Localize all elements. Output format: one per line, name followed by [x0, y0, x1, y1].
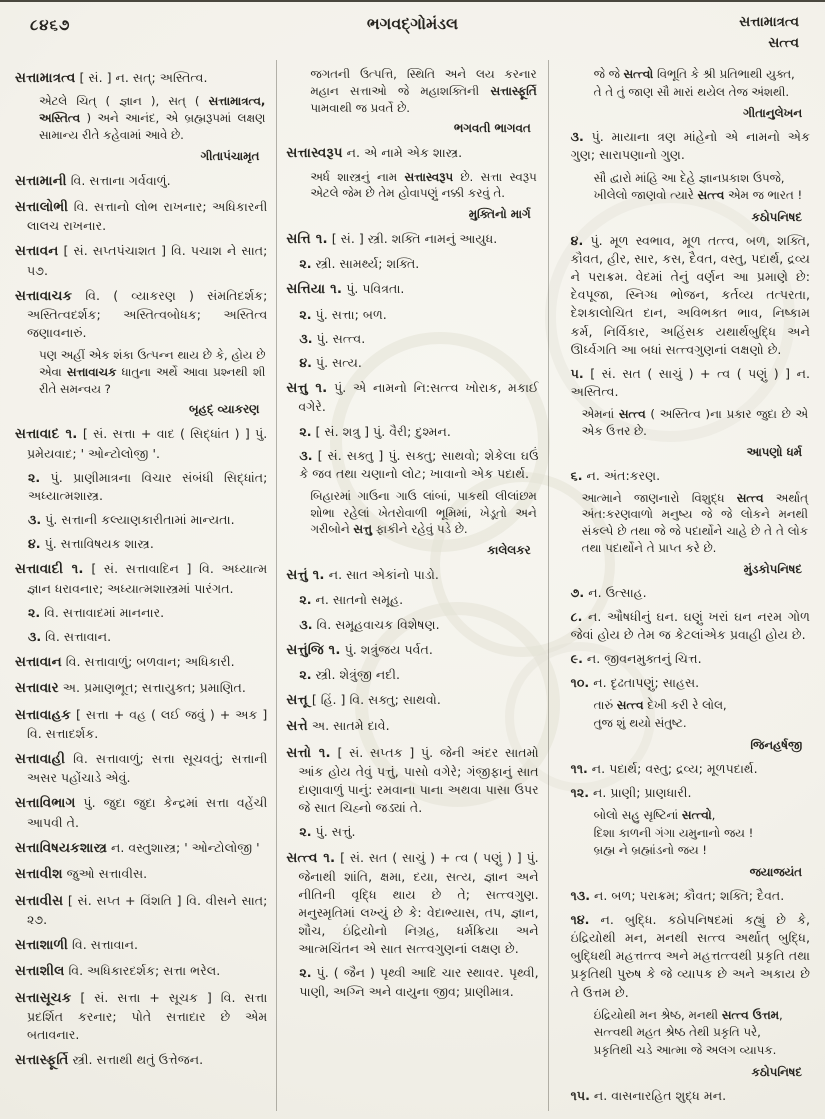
headword: સત્તાશાળી	[15, 937, 69, 953]
sense-number: ૮.	[570, 608, 583, 624]
verse-quotation: બોલો સહુ સૃષ્ટિનાં સત્ત્વો, દિશા કાળની ગંગા યમુનાનો જય ! બ્રહ્મ ને બ્રહ્માંડનો જય !	[593, 807, 754, 858]
headword: સત્તિયા ૧.	[286, 282, 343, 298]
dictionary-column-1	[6, 60, 276, 1111]
sense-number: ૫.	[570, 365, 584, 381]
headword: સત્તાવીસ	[15, 893, 64, 909]
headword: સત્તાવાહક	[15, 707, 71, 723]
sense-item: ૩. [ સં. સક્તુ ] પું. સક્તુ; સાથવો; શેકેલા ઘઉં કે જવ તથા ચણાનો લોટ; ખાવાનો એક પદાર્થ.	[299, 447, 539, 481]
headword: સત્તું ૧.	[286, 568, 325, 584]
sense-item: ૧૪. ન. બુદ્ધિ. કઠોપનિષદમાં કહ્યું છે કે, ઇંદ્રિયોથી મન, મનથી સત્ત્વ અર્થાત્ બુદ્ધિ, બુદ્ધિથી મહત્તત્ત્વ અને મહત્તત્ત્વથી પ્રકૃતિ તથા પ્રકૃતિથી પુરુષ કે જે વ્યાપક છે અને અકાય છે તે ઉત્તમ છે.	[570, 912, 810, 1000]
page-body	[0, 58, 825, 1119]
dictionary-entry: સત્તાશીલ વિ. અધિકારદર્શક; સત્તા ભરેલ.	[15, 963, 221, 980]
headword: સત્તુ ૧.	[286, 381, 328, 397]
headword: સત્તે	[286, 719, 308, 735]
sense-number: ૭.	[570, 584, 585, 600]
dictionary-entry: સત્તાવિભાગ પું. જુદા જુદા કેન્દ્રમાં સત્તા વહેંચી આપવી તે.	[15, 795, 268, 830]
citation-source: જયાજયંત	[749, 864, 802, 879]
sense-item: ૩. પું. સત્ત્વ.	[299, 330, 366, 346]
quotation: આત્માને જાણનારો વિશુદ્ધ સત્ત્વ અર્થાત્ અંત:કરણવાળો મનુષ્ય જે જે લોકને મનથી સંકલ્પે છે તથા જે જે પદાર્થોને ચાહે છે તે તે લોક તથા પદાર્થોને તે પ્રાપ્ત કરે છે.	[581, 490, 808, 555]
citation-source: ગીતાપંચામૃત	[200, 148, 260, 163]
sense-number: ૨.	[299, 423, 312, 439]
sense-item: ૩. વિ. સમૂહવાચક વિશેષણ.	[299, 616, 440, 632]
dictionary-entry: સત્તાવાહક [ સત્તા + વહ ( લઈ જવું ) + અક ] વિ. સત્તાદર્શક.	[15, 706, 268, 741]
dictionary-entry: સત્તાસૂચક [ સં. સત્તા + સૂચક ] વિ. સત્તા પ્રદર્શિત કરનાર; પોતે સત્તાદાર છે એમ બતાવનાર.	[15, 989, 268, 1042]
sense-item: ૨. પું. સત્તું.	[299, 824, 356, 840]
headword: સત્તાવિષયકશાસ્ત્ર	[15, 840, 108, 856]
headword: સત્તાવિભાગ	[15, 796, 76, 812]
sense-item: ૯. ન. જીવનમુક્તનું ચિત્ત.	[570, 651, 702, 667]
quotation: અર્ધ શાસ્ત્રનું નામ સત્તાસ્વરૂપ છે. સત્તા સ્વરૂપ એટલે જેમ છે તેમ હોવાપણું નક્કી કરવું તે.	[310, 169, 537, 201]
sense-item: ૪. પું. મૂળ સ્વભાવ, મૂળ તત્ત્વ, બળ, શક્તિ, કૌવત, હીર, સાર, કસ, દૈવત, વસ્તુ, પદાર્થ, દ્રવ્ય ને પરાક્રમ. વેદમાં તેનું વર્ણન આ પ્રમાણે છે: દેવપૂજા, સ્નિગ્ધ ભોજન, કર્તવ્ય તત્પરતા, દેશકાલોચિત દાન, અવિભક્ત ભાવ, નિષ્કામ કર્મ, નિર્વિકાર, અહિંસક યથાર્થબુદ્ધિ અને ઊર્ધ્વગતિ આ બધાં સત્ત્વગુણનાં લક્ષણો છે.	[570, 232, 810, 357]
sense-number: ૩.	[299, 447, 313, 463]
sense-number: ૯.	[570, 651, 583, 667]
dictionary-entry: સત્તુ ૧. પું. એ નામનો નિ:સત્ત્વ ખોરાક, મકાઈ વગેરે.	[286, 380, 539, 415]
dictionary-entry: સત્તો ૧. [ સં. સપ્તક ] પું. જેની અંદર સાતમો આંક હોય તેવું પત્તું, પાસો વગેરે; ગંજીફાનું સાત દાણાવાળું પાનું: રમવાના પાના અથવા પાસા ઉપર જે સાત ચિહ્નો જડ્યાં તે.	[286, 744, 539, 816]
citation-source: મુંડકોપનિષદ	[743, 561, 802, 576]
quotation: પણ અહીં એક શંકા ઉત્પન્ન થાય છે કે, હોય છે એવા સત્તાવાચક ધાતુના અર્થે આવા પ્રશ્નથી શી રીતે સમન્વય ?	[39, 348, 266, 396]
headword: સત્તાલોભી	[15, 199, 69, 215]
book-title: ભગવદ્ગોમંડલ	[366, 14, 459, 33]
sense-item: ૨. પું. ( જૈન ) પૃથ્વી આદિ ચાર સ્થાવર. પૃથ્વી, પાણી, અગ્નિ અને વાયુના જીવ; પ્રાણીમાત્ર.	[299, 965, 539, 999]
sense-item: ૨. પું. સત્તા; બળ.	[299, 306, 387, 322]
headword: સત્તાવાદી ૧.	[15, 562, 84, 578]
page-header	[0, 2, 825, 58]
headword: સત્ત્વ ૧.	[286, 850, 336, 866]
page-number: ૮૪૬૭	[30, 16, 71, 34]
sense-number: ૧૧.	[570, 760, 588, 776]
dictionary-entry: સત્તાવાર અ. પ્રમાણભૂત; સત્તાયુક્ત; પ્રમાણિત.	[15, 680, 246, 697]
quotation: એમનાં સત્ત્વ ( અસ્તિત્વ )ના પ્રકાર જુદા છે એ એક ઉત્તર છે.	[581, 407, 808, 438]
headword: સત્તૂ	[286, 693, 308, 709]
sense-item: ૩. વિ. સત્તાવાન.	[28, 628, 112, 644]
citation-source: કઠોપનિષદ	[751, 1064, 802, 1079]
sense-number: ૨.	[299, 824, 312, 840]
sense-item: ૮. ન. ઔષધીનું ઘન. ઘણું ખરાં ઘન નરમ ગોળ જેવાં હોય છે તેમ જ કેટલાંએક પ્રવાહી હોય છે.	[570, 608, 810, 642]
citation-source: કઠોપનિષદ	[751, 209, 802, 224]
sense-number: ૨.	[299, 965, 312, 981]
sense-item: ૧૧. ન. પદાર્થ; વસ્તુ; દ્રવ્ય; મૂળપદાર્થ.	[570, 760, 758, 776]
sense-item: ૨. [ સં. શત્રુ ] પું. વૈરી; દુશ્મન.	[299, 423, 451, 439]
sense-item: ૫. [ સં. સત ( સાચું ) + ત્વ ( પણું ) ] ન. અસ્તિત્વ.	[570, 365, 810, 399]
sense-number: ૧૩.	[570, 887, 590, 903]
headword: સત્તાવીશ	[15, 867, 63, 883]
headword: સત્તાસ્વરૂપ	[286, 146, 343, 162]
sense-number: ૩.	[299, 616, 313, 632]
sense-item: ૪. પું. સત્ય.	[299, 354, 362, 370]
sense-item: ૨. સ્ત્રી. શેત્રુંજી નદી.	[299, 666, 400, 682]
sense-item: ૩. પું. માયાના ત્રણ માંહેનો એ નામનો એક ગુણ; સારાપણાનો ગુણ.	[570, 129, 810, 163]
citation-source: મુક્તિનો માર્ગ	[468, 207, 531, 222]
dictionary-entry: સત્તાવાહી વિ. સત્તાવાળું; સત્તા સૂચવતું; સત્તાની અસર પહોંચાડે એવું.	[15, 751, 268, 786]
citation-source: કાલેલકર	[487, 543, 531, 558]
citation-source: ભગવતી ભાગવત	[453, 121, 531, 136]
sense-item: ૧૨. ન. પ્રાણી; પ્રાણધારી.	[570, 784, 692, 800]
headword: સત્તાશીલ	[15, 964, 65, 980]
sense-number: ૩.	[28, 512, 42, 528]
sense-number: ૩.	[299, 330, 313, 346]
sense-number: ૧૦.	[570, 675, 590, 691]
headword: સત્તિ ૧.	[286, 232, 328, 248]
sense-number: ૩.	[570, 129, 584, 145]
sense-number: ૧૫.	[570, 1087, 590, 1103]
sense-number: ૪.	[570, 232, 584, 248]
sense-number: ૨.	[299, 256, 312, 272]
dictionary-entry: સત્તાવાદી ૧. [ સં. સત્તાવાદિન ] વિ. અધ્યાત્મ જ્ઞાન ધરાવનાર; અધ્યાત્મશાસ્ત્રમાં પારંગત.	[15, 561, 268, 596]
sense-number: ૪.	[28, 536, 41, 552]
sense-number: ૬.	[570, 467, 583, 483]
dictionary-entry: સત્તિયા ૧. પું. પવિત્રતા.	[286, 281, 405, 298]
citation-source: બૃહદ્ વ્યાકરણ	[188, 402, 260, 417]
headword: સત્તાવાન	[15, 655, 62, 671]
sense-item: ૩. પું. સત્તાની કલ્યાણકારીતામાં માન્યતા.	[28, 512, 235, 528]
sense-number: ૩.	[28, 628, 42, 644]
guide-word-first: સત્તામાત્રત્વ	[739, 14, 799, 30]
dictionary-entry: સત્તાવાન વિ. સત્તાવાળું; બળવાન; અધિકારી.	[15, 654, 235, 671]
verse-quotation: તારું સત્ત્વ દેખી કરી રે લોલ, તુજ શું થયો સંતુષ્ટ.	[593, 698, 727, 730]
dictionary-entry: સત્તાવાદ ૧. [ સં. સત્તા + વાદ ( સિદ્ધાંત ) ] પું. પ્રમેયવાદ; ' ઓન્ટોલોજી '.	[15, 426, 268, 461]
headword: સત્તુંજિ ૧.	[286, 642, 341, 658]
dictionary-entry: સત્તું ૧. ન. સાત એકાંનો પાડો.	[286, 567, 439, 584]
dictionary-column-3	[548, 60, 819, 1111]
dictionary-entry: સત્તામાત્રત્વ [ સં. ] ન. સત્; અસ્તિત્વ.	[15, 70, 208, 86]
guide-words	[739, 12, 799, 54]
verse-quotation: ઇંદ્રિયોથી મન શ્રેષ્ઠ, મનથી સત્ત્વ ઉત્તમ, સત્ત્વથી મહત શ્રેષ્ઠ તેથી પ્રકૃતિ પરે, પ્રકૃતિથી ચડે આત્મા જે અલગ વ્યાપક.	[593, 1007, 783, 1058]
dictionary-entry: સત્તાલોભી વિ. સત્તાનો લોભ રાખનાર; અધિકારની લાલચ રાખનાર.	[15, 198, 268, 234]
headword: સત્તાવાદ ૧.	[15, 427, 78, 443]
headword: સત્તાસૂચક	[15, 990, 72, 1006]
headword: સત્તો ૧.	[286, 745, 331, 761]
citation-source: ગીતાનુલેખન	[743, 106, 802, 121]
guide-word-last: સત્ત્વ	[768, 34, 799, 51]
quotation: જગતની ઉત્પત્તિ, સ્થિતિ અને લય કરનાર મહાન સત્તાઓ જે મહાશક્તિની સત્તાસ્ફૂર્તિ પામવાથી જ પ્રવર્તે છે.	[310, 67, 537, 115]
dictionary-entry: સત્તામાની વિ. સત્તાના ગર્વવાળું.	[15, 172, 171, 189]
sense-number: ૧૨.	[570, 784, 590, 800]
citation-source: આપણો ધર્મ	[746, 444, 802, 459]
sense-item: ૧૩. ન. બળ; પરાક્રમ; કૌવત; શક્તિ; દૈવત.	[570, 887, 785, 903]
sense-number: ૨.	[299, 306, 312, 322]
dictionary-entry: સત્તાવિષયકશાસ્ત્ર ન. વસ્તુશાસ્ત્ર; ' ઓન્ટોલોજી '	[15, 839, 260, 856]
sense-item: ૬. ન. અંત:કરણ.	[570, 467, 661, 483]
headword: સત્તાવાચક	[15, 288, 73, 304]
dictionary-entry: સત્તૂ [ હિં. ] વિ. સક્તુ; સાથવો.	[286, 692, 441, 709]
dictionary-entry: સત્તાવાચક વિ. ( વ્યાકરણ ) સંમતિદર્શક; અસ્તિત્વદર્શક; અસ્તિત્વબોધક; અસ્તિત્વ જણાવનારું.	[15, 287, 268, 341]
dictionary-entry: સત્તાસ્વરૂપ ન. એ નામે એક શાસ્ત્ર.	[286, 145, 463, 162]
dictionary-entry: સત્તાવીસ [ સં. સપ્ત + વિંશતિ ] વિ. વીસને સાત; ૨૭.	[15, 892, 268, 927]
sense-item: ૧૦. ન. દૃઢતાપણું; સાહસ.	[570, 675, 700, 691]
verse-quotation: સૌ દ્વારો માંહિ આ દેહે જ્ઞાનપ્રકાશ ઉપજે, ખીલેલો જાણવો ત્યારે સત્ત્વ એમ જ ભારત !	[593, 170, 803, 203]
sense-number: ૨.	[28, 469, 41, 485]
quotation: એટલે ચિત્ ( જ્ઞાન ), સત્ ( સત્તામાત્રત્વ, અસ્તિત્વ ) અને આનંદ, એ બ્રહ્મરૂપમાં લક્ષણ સામાન્ય રીતે કહેવામાં આવે છે.	[39, 94, 266, 142]
headword: સત્તાસ્ફૂર્તિ	[15, 1053, 69, 1069]
dictionary-column-2	[276, 60, 547, 1111]
sense-item: ૨. વિ. સત્તાવાદમાં માનનાર.	[28, 604, 165, 620]
dictionary-entry: સત્તિ ૧. [ સં. ] સ્ત્રી. શક્તિ નામનું આયુધ.	[286, 231, 498, 248]
sense-number: ૪.	[299, 354, 312, 370]
sense-item: ૨. સ્ત્રી. સામર્થ્ય; શક્તિ.	[299, 256, 420, 272]
citation-source: જિનહર્ષજી	[750, 737, 802, 752]
dictionary-entry: સત્તાવન [ સં. સપ્તપંચાશત ] વિ. પચાશ ને સાત; ૫૭.	[15, 243, 268, 278]
dictionary-entry: સત્ત્વ ૧. [ સં. સત ( સાચું ) + ત્વ ( પણું ) ] પું. જેનાથી શાંતિ, ક્ષમા, દયા, સત્ય, જ્ઞાન અને નીતિની વૃદ્ધિ થાય છે તે; સત્ત્વગુણ. મનુસ્મૃતિમાં લખ્યું છે કે: વેદાભ્યાસ, તપ, જ્ઞાન, શૌચ, ઇંદ્રિયોનો નિગ્રહ, ધર્મક્રિયા અને આત્મચિંતન એ સાત સત્ત્વગુણનાં લક્ષણ છે.	[286, 849, 539, 957]
headword: સત્તામાત્રત્વ	[15, 71, 76, 86]
dictionary-entry: સત્તાસ્ફૂર્તિ સ્ત્રી. સત્તાથી થતું ઉત્તેજન.	[15, 1052, 204, 1069]
dictionary-entry: સત્તાશાળી વિ. સત્તાવાન.	[15, 936, 138, 953]
dictionary-entry: સત્તાવીશ જુઓ સત્તાવીસ.	[15, 866, 148, 883]
dictionary-entry: સત્તુંજિ ૧. પું. શત્રુંજય પર્વત.	[286, 641, 433, 658]
sense-number: ૨.	[299, 592, 312, 608]
dictionary-entry: સત્તે અ. સાતમે દાવે.	[286, 718, 390, 735]
sense-item: ૨. પું. પ્રાણીમાત્રના વિચાર સંબંધી સિદ્ધાંત; અધ્યાત્મશાસ્ત્ર.	[28, 469, 268, 503]
sense-number: ૨.	[299, 666, 312, 682]
headword: સત્તાવાર	[15, 681, 59, 697]
sense-item: ૧૫. ન. વાસનારહિત શુદ્ધ મન.	[570, 1087, 727, 1103]
headword: સત્તામાની	[15, 173, 67, 189]
verse-quotation: જે જે સત્ત્વો વિભૂતિ કે શ્રી પ્રતિભાથી યુક્ત, તે તે તું જાણ સૌ મારાં થયેલ તેજ અંશથી.	[593, 67, 795, 99]
sense-number: ૨.	[28, 604, 41, 620]
sense-number: ૧૪.	[570, 912, 590, 928]
sense-item: ૨. ન. સાતનો સમૂહ.	[299, 592, 404, 608]
sense-item: ૭. ન. ઉત્સાહ.	[570, 584, 647, 600]
headword: સત્તાવન	[15, 244, 59, 260]
sense-item: ૪. પું. સત્તાવિષયક શાસ્ત્ર.	[28, 536, 154, 552]
quotation: બિહારમાં ગાઉના ગાઉ લાંબાં, પાકથી લીલાંછમ શોભા રહેલાં ખેતરોવાળી ભૂમિમાં, ખેડૂતો અને ગરીબોને સત્તુ ફાકીને રહેવું પડે છે.	[310, 488, 537, 537]
headword: સત્તાવાહી	[15, 752, 66, 768]
